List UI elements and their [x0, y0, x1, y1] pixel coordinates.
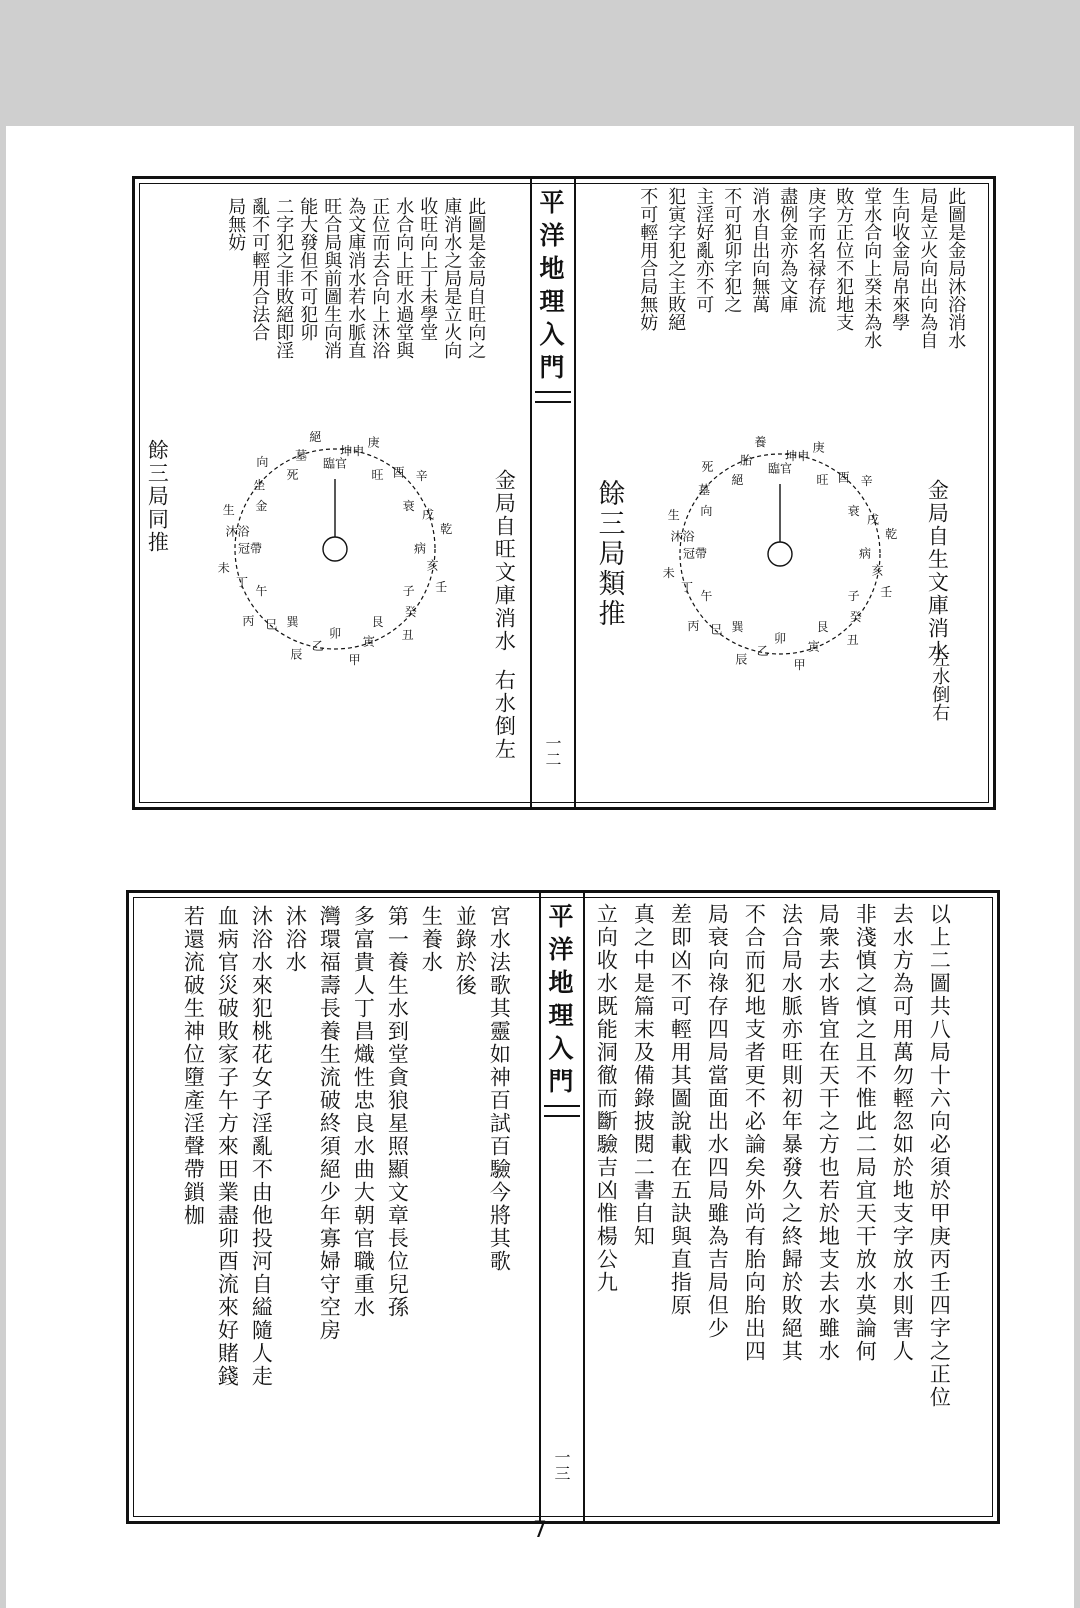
compass-label: 死 — [286, 467, 299, 482]
compass-label: 甲 — [348, 652, 361, 667]
compass-label: 丁 — [235, 575, 249, 590]
compass-label: 丑 — [401, 628, 414, 643]
text-column: 亂不可輕用合法合 — [249, 197, 271, 341]
text-column: 宮水法歌其靈如神百試百驗今將其歌 — [487, 905, 512, 1273]
compass-label: 子 — [847, 589, 860, 603]
compass-label: 向 — [700, 504, 713, 518]
compass-label: 癸 — [404, 605, 417, 620]
compass-label: 生 — [222, 502, 235, 517]
compass-label: 戌 — [421, 507, 435, 522]
compass-label: 午 — [255, 584, 268, 598]
text-column: 主淫好亂亦不可 — [693, 187, 715, 313]
compass-label: 壬 — [435, 580, 448, 595]
compass-label: 坤申 — [340, 444, 365, 458]
compass-label: 巳 — [710, 622, 723, 637]
text-column: 正位而去合向上沐浴 — [369, 197, 391, 359]
text-column: 血病官災破敗家子午方來田業盡卯酉流來好賭錢 — [215, 905, 240, 1388]
text-column: 不可犯卯字犯之 — [721, 187, 743, 313]
compass-label: 沐浴 — [670, 529, 695, 544]
compass-label: 庚 — [812, 440, 825, 455]
text-column: 立向收水既能洞徹而斷驗吉凶惟楊公九 — [594, 903, 619, 1294]
leaf-number: 一三 — [552, 1449, 571, 1481]
compass-center — [323, 537, 347, 561]
compass-label: 坤申 — [785, 449, 810, 463]
compass-label: 絕 — [731, 472, 744, 487]
compass-label: 癸 — [849, 610, 862, 625]
text-column: 庚字而名禄存流 — [805, 187, 827, 313]
text-column: 此圖是金局沐浴消水 — [945, 187, 967, 349]
compass-label: 辰 — [735, 652, 748, 667]
compass-label: 酉 — [837, 470, 850, 485]
compass-label: 巽 — [286, 615, 299, 630]
compass-label: 冠帶 — [237, 541, 263, 556]
running-title: 平洋地理入門 — [545, 903, 574, 1101]
compass-label: 辛 — [415, 468, 428, 483]
compass-label: 衰 — [847, 504, 860, 518]
text-column: 敗方正位不犯地支 — [833, 187, 855, 331]
text-column: 第一養生水到堂貪狼星照顯文章長位兒孫 — [385, 905, 410, 1319]
compass-label: 庚 — [367, 435, 380, 450]
upper-page-frame — [132, 176, 996, 810]
compass-label: 戌 — [866, 512, 880, 527]
lower-page-frame — [126, 890, 1000, 1524]
compass-label: 臨官 — [767, 461, 793, 476]
upper-right-diagram-note: 左水倒右 — [929, 649, 951, 721]
text-column: 局衆去水皆宜在天干之方也若於地支去水雖水 — [816, 903, 841, 1363]
compass-label: 子 — [402, 584, 415, 598]
text-column: 不合而犯地支者更不必論矣外尚有胎向胎出四 — [742, 903, 767, 1363]
text-column: 犯寅字犯之主敗絕 — [665, 187, 687, 331]
compass-label: 巽 — [731, 620, 744, 635]
compass-label: 病 — [413, 541, 427, 556]
text-column: 若還流破生神位墮產淫聲帶鎖枷 — [181, 905, 206, 1227]
compass-label: 胎 — [740, 453, 753, 468]
compass-label: 生 — [667, 507, 680, 522]
compass-diagram-left — [205, 414, 465, 684]
text-column: 此圖是金局自旺向之 — [465, 197, 487, 359]
compass-label: 巳 — [265, 617, 278, 632]
compass-label: 死 — [701, 459, 714, 474]
compass-label: 衰 — [402, 499, 415, 513]
text-column: 堂水合向上癸未為水 — [861, 187, 883, 349]
text-column: 生養水 — [419, 905, 444, 974]
scanned-sheet — [6, 126, 1074, 1608]
text-column: 局是立火向出向為自 — [917, 187, 939, 349]
text-column: 生向收金局帛來學 — [889, 187, 911, 331]
text-column: 盡例金亦為文庫 — [777, 187, 799, 313]
compass-label: 卯 — [328, 626, 342, 641]
lower-spine — [539, 893, 585, 1521]
compass-label: 辰 — [290, 647, 303, 662]
compass-label: 丙 — [687, 619, 700, 634]
compass-label: 寅 — [362, 634, 375, 649]
upper-right-diagram-caption: 金局自生文庫消水 — [925, 479, 950, 663]
compass-label: 乾 — [885, 526, 898, 541]
upper-right-diagram-tail: 餘三局類推 — [593, 479, 625, 629]
compass-label: 墓 — [295, 448, 308, 463]
compass-label: 未 — [217, 561, 230, 576]
compass-label: 金 — [255, 499, 268, 513]
compass-label: 丙 — [242, 614, 255, 629]
text-column: 以上二圖共八局十六向必須於甲庚丙壬四字之正位 — [927, 903, 952, 1409]
upper-left-diagram-caption: 金局自旺文庫消水 — [492, 469, 517, 653]
compass-label: 未 — [662, 566, 675, 581]
compass-diagram-right — [655, 419, 905, 689]
compass-label: 壬 — [880, 585, 893, 600]
text-column: 多富貴人丁昌熾性忠良水曲大朝官職重水 — [351, 905, 376, 1319]
compass-label: 辛 — [860, 473, 873, 488]
text-column: 沐浴水 — [283, 905, 308, 974]
compass-label: 亥 — [871, 563, 884, 578]
text-column: 二字犯之非敗絕即淫 — [273, 197, 295, 359]
compass-label: 沐浴 — [225, 524, 250, 539]
text-column: 局無妨 — [225, 197, 247, 251]
page-number: 7 — [533, 1518, 547, 1543]
compass-label: 旺 — [371, 467, 384, 482]
compass-label: 乾 — [440, 521, 453, 536]
running-title: 平洋地理入門 — [536, 189, 565, 387]
compass-label: 向 — [256, 454, 269, 469]
compass-label: 冠帶 — [682, 546, 708, 561]
leaf-number: 一二 — [543, 735, 562, 767]
compass-label: 坐 — [253, 477, 266, 492]
compass-label: 乙 — [756, 644, 769, 658]
text-column: 收旺向上丁未學堂 — [417, 197, 439, 341]
upper-spine — [530, 179, 576, 807]
upper-left-diagram-tail: 餘三局同推 — [145, 439, 170, 554]
text-column: 並錄於後 — [453, 905, 478, 997]
compass-label: 丁 — [680, 580, 694, 595]
compass-label: 甲 — [793, 657, 806, 672]
text-column: 非淺慎之慎之且不惟此二局宜天干放水莫論何 — [853, 903, 878, 1363]
text-column: 法合局水脈亦旺則初年暴發久之終歸於敗絕其 — [779, 903, 804, 1363]
text-column: 去水方為可用萬勿輕忽如於地支字放水則害人 — [890, 903, 915, 1363]
upper-left-diagram-note: 右水倒左 — [492, 669, 517, 761]
compass-label: 亥 — [426, 558, 439, 573]
compass-label: 絕 — [309, 430, 322, 445]
text-column: 局衰向祿存四局當面出水四局雖為吉局但少 — [705, 903, 730, 1340]
text-column: 沐浴水來犯桃花女子淫亂不由他投河自縊隨人走 — [249, 905, 274, 1388]
text-column: 消水自出向無萬 — [749, 187, 771, 313]
compass-label: 臨官 — [322, 456, 348, 471]
compass-label: 旺 — [816, 472, 829, 487]
compass-label: 病 — [858, 546, 872, 561]
compass-label: 卯 — [773, 631, 787, 646]
compass-label: 寅 — [807, 639, 820, 654]
text-column: 庫消水之局是立火向 — [441, 197, 463, 359]
compass-label: 酉 — [392, 465, 405, 480]
text-column: 能大發但不可犯卯 — [297, 197, 319, 341]
text-column: 灣環福壽長養生流破終須絕少年寡婦守空房 — [317, 905, 342, 1342]
compass-label: 乙 — [311, 639, 324, 653]
compass-label: 艮 — [371, 615, 384, 630]
compass-label: 墓 — [698, 482, 711, 497]
compass-label: 午 — [700, 589, 713, 603]
text-column: 不可輕用合局無妨 — [637, 187, 659, 331]
compass-center — [768, 542, 792, 566]
compass-label: 艮 — [816, 620, 829, 635]
text-column: 為文庫消水若水脈直 — [345, 197, 367, 359]
text-column: 差即凶不可輕用其圖說載在五訣與直指原 — [668, 903, 693, 1317]
text-column: 旺合局與前圖生向消 — [321, 197, 343, 359]
text-column: 真之中是篇末及備錄披閱二書自知 — [631, 903, 656, 1248]
text-column: 水合向上旺水過堂與 — [393, 197, 415, 359]
compass-label: 丑 — [846, 633, 859, 648]
compass-label: 養 — [754, 435, 767, 450]
